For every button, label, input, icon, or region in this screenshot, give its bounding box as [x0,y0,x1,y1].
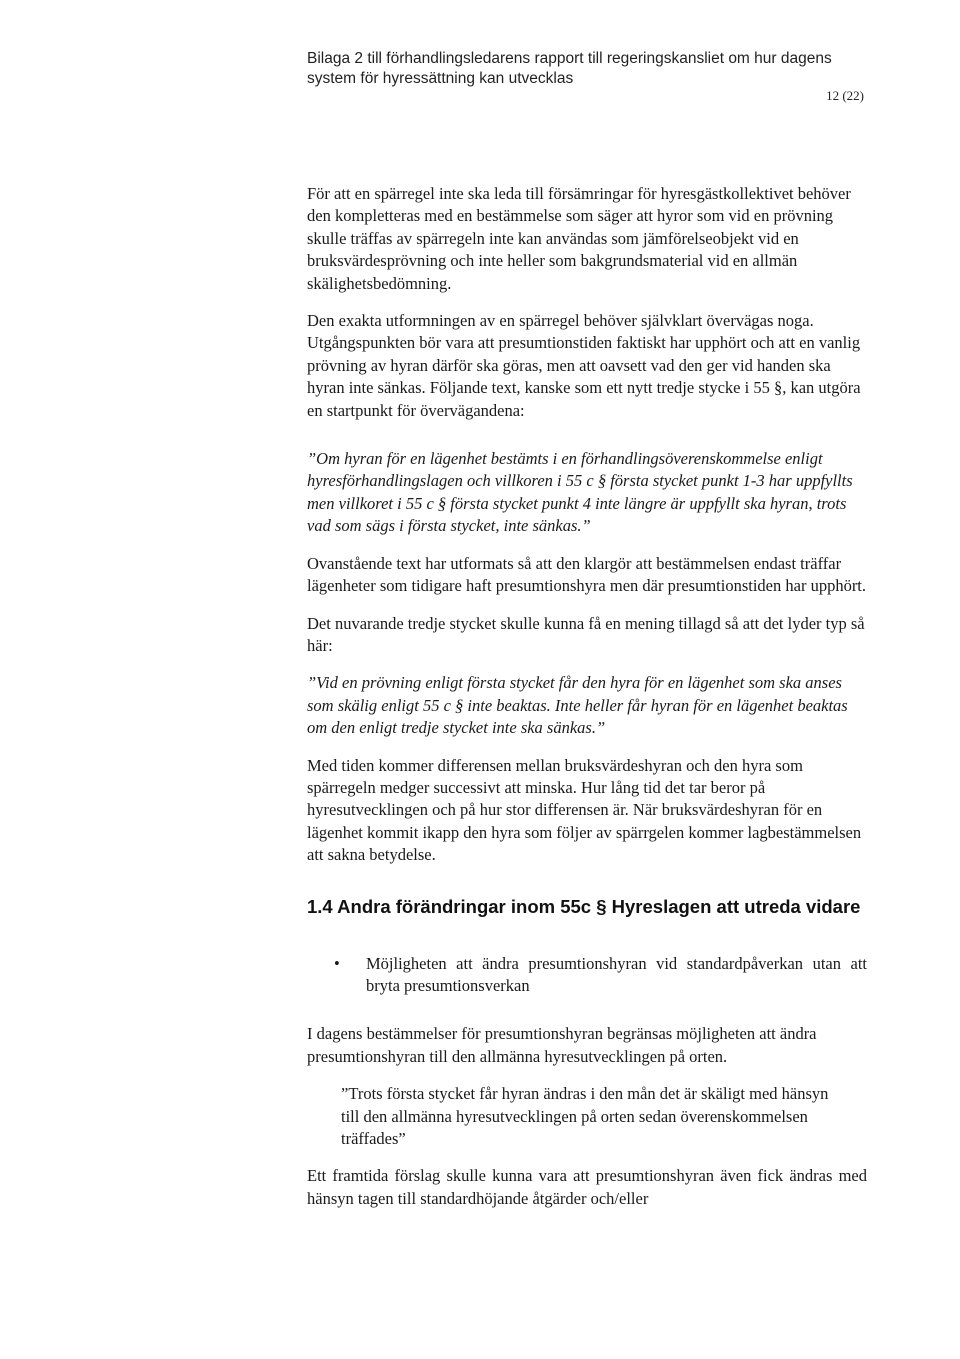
paragraph-2: Den exakta utformningen av en spärregel behöver självklart övervägas noga. Utgångspunkten bör vara att presumtionstiden faktiskt har upphört och att en vanlig prövning av hyran därför ska göras, men att oavsett vad den ger vid handen ska hyran inte sänkas. Följande text, kanske som ett nytt tredje stycke i 55 §, kan utgöra en startpunkt för övervägandena: [307,311,861,420]
list-item [307,953,867,998]
section-heading: 1.4 Andra förändringar inom 55c § Hyreslagen att utreda vidare [307,895,861,917]
paragraph-4: Det nuvarande tredje stycket skulle kunna få en mening tillagd så att det lyder typ så här: [307,613,865,655]
paragraph-7: Ett framtida förslag skulle kunna vara att presumtionshyran även fick ändras med hänsyn tagen till standardhöjande åtgärder och/eller [307,1166,867,1208]
paragraph-3: Ovanstående text har utformats så att den klargör att bestämmelsen endast träffar lägenheter som tidigare haft presumtionshyra men där presumtionstiden har upphört. [307,553,867,596]
bullet-list [307,953,867,998]
quote-3: ”Trots första stycket får hyran ändras i den mån det är skäligt med hänsyn till den allmänna hyresutvecklingen på orten sedan överenskommelsen träffades” [341,1084,829,1148]
paragraph-1: För att en spärregel inte ska leda till försämringar för hyresgästkollektivet behöver den kompletteras med en bestämmelse som säger att hyror som vid en prövning skulle träffas av spärregeln inte kan användas som jämförelseobjekt vid en bruksvärdesprövning och inte heller som bakgrundsmaterial vid en allmän skälighetsbedömning. [307,184,851,293]
bullet-icon: • [334,953,340,973]
paragraph-5: Med tiden kommer differensen mellan bruksvärdeshyran och den hyra som spärregeln medger successivt att minska. Hur lång tid det tar beror på hyresutvecklingen och på hur stor differensen är. När bruksvärdeshyran för en lägenhet kommit ikapp den hyra som följer av spärrgelen kommer lagbestämmelsen att sakna betydelse. [307,755,862,865]
list-item-text: Möjligheten att ändra presumtionshyran vid standardpåverkan utan att bryta presumtionsverkan [366,953,867,995]
page-number: 12 (22) [826,88,864,103]
document-body [307,183,867,1225]
document-header: Bilaga 2 till förhandlingsledarens rapport till regeringskansliet om hur dagens system för hyressättning kan utvecklas [307,50,832,87]
quote-1: ”Om hyran för en lägenhet bestämts i en förhandlingsöverenskommelse enligt hyresförhandlingslagen och villkoren i 55 c § första stycket punkt 1-3 har uppfyllts men villkoret i 55 c § första stycket punkt 4 inte längre är uppfyllt ska hyran, trots vad som sägs i första stycket, inte sänkas.” [307,449,853,536]
quote-2: ”Vid en prövning enligt första stycket får den hyra för en lägenhet som ska anses som skälig enligt 55 c § inte beaktas. Inte heller får hyran för en lägenhet beaktas om den enligt tredje stycket inte ska sänkas.” [307,673,848,738]
paragraph-6: I dagens bestämmelser för presumtionshyran begränsas möjligheten att ändra presumtionshyran till den allmänna hyresutvecklingen på orten. [307,1024,817,1066]
